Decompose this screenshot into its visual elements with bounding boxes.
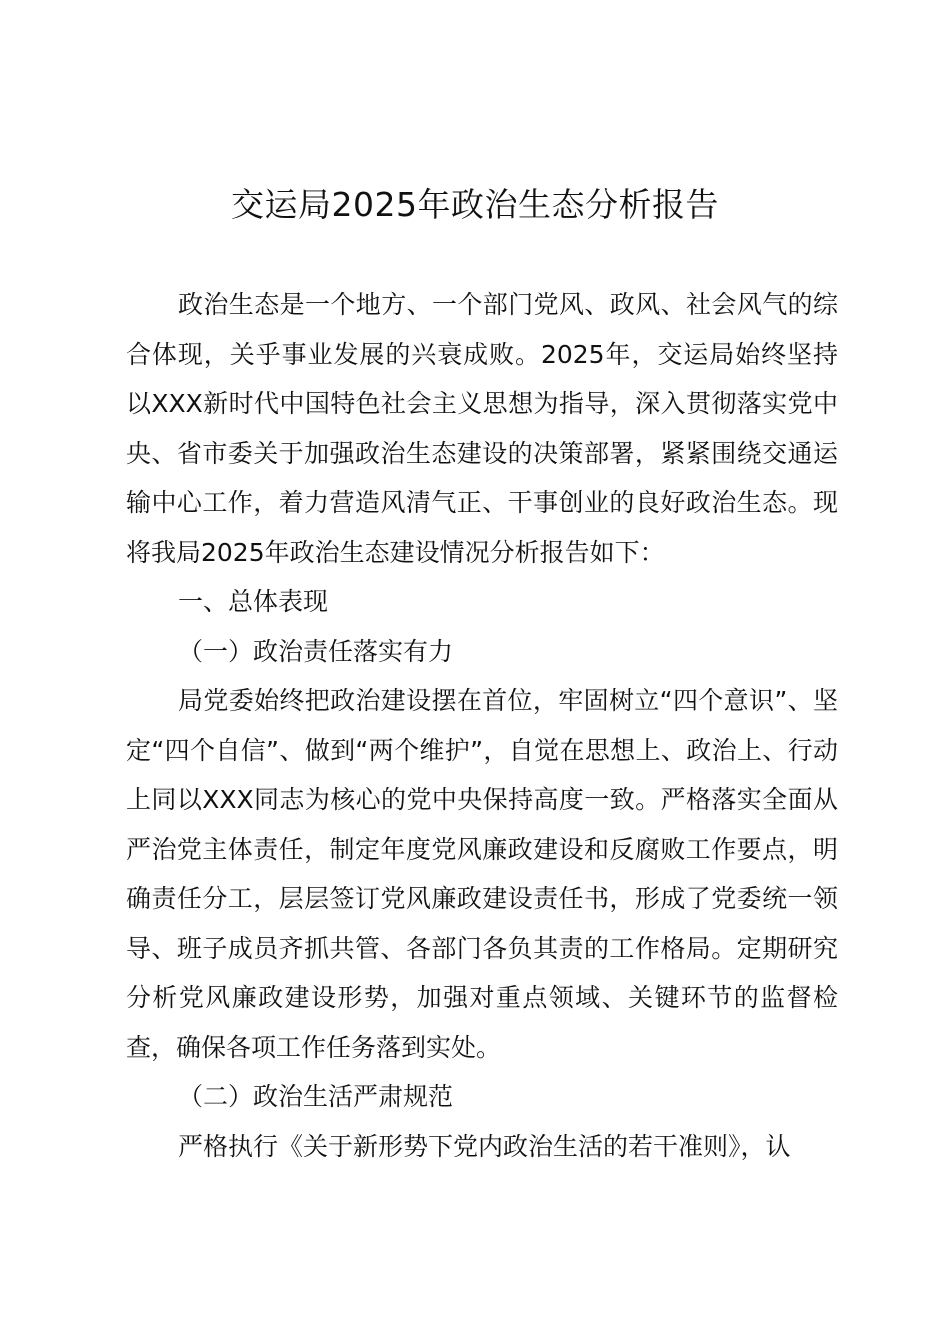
responsibility-paragraph: 局党委始终把政治建设摆在首位，牢固树立“四个意识”、坚定“四个自信”、做到“两个维护”，自觉在思想上、政治上、行动上同以XXX同志为核心的党中央保持高度一致。严格落实全面从严治党主体责任，制定年度党风廉政建设和反腐败工作要点，明确责任分工，层层签订党风廉政建设责任书，形成了党委统一领导、班子成员齐抓共管、各部门各负其责的工作格局。定期研究分析党风廉政建设形势，加强对重点领域、关键环节的监督检查，确保各项工作任务落到实处。 xyxy=(126,686,838,1062)
political-life-paragraph: 严格执行《关于新形势下党内政治生活的若干准则》，认 xyxy=(178,1131,791,1161)
document-title: 交运局2025年政治生态分析报告 xyxy=(231,185,719,224)
subsection-heading-political-life: （二）政治生活严肃规范 xyxy=(178,1082,454,1111)
subsection-heading-responsibility: （一）政治责任落实有力 xyxy=(178,636,454,666)
section-heading-overall: 一、总体表现 xyxy=(178,587,329,616)
document-body xyxy=(126,280,838,1171)
intro-paragraph: 政治生态是一个地方、一个部门党风、政风、社会风气的综合体现，关乎事业发展的兴衰成败。2025年，交运局始终坚持以XXX新时代中国特色社会主义思想为指导，深入贯彻落实党中央、省市委关于加强政治生态建设的决策部署，紧紧围绕交通运输中心工作，着力营造风清气正、干事创业的良好政治生态。现将我局2025年政治生态建设情况分析报告如下： xyxy=(126,290,838,567)
